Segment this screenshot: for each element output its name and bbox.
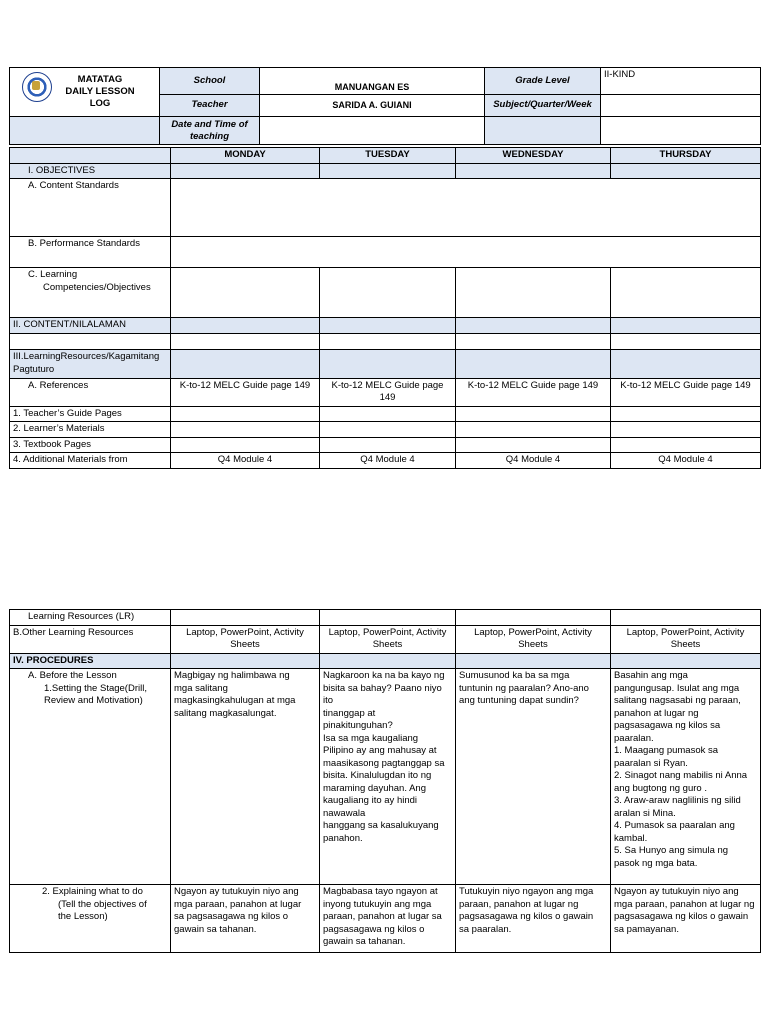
content-standards-value — [171, 179, 761, 237]
teacher-label: Teacher — [160, 95, 260, 117]
procedures-table — [9, 609, 761, 953]
date-spacer-2 — [601, 117, 761, 145]
other-resources-thursday: Laptop, PowerPoint, Activity Sheets — [611, 625, 761, 653]
before-lesson-monday: Magbigay ng halimbawa ng mga salitang magkasingkahulugan at mga salitang magkasalungat. — [171, 669, 320, 885]
subject-label: Subject/Quarter/Week — [485, 95, 601, 117]
references-label: A. References — [10, 378, 171, 406]
date-spacer — [485, 117, 601, 145]
title-spacer — [10, 117, 160, 145]
explaining-monday: Ngayon ay tutukuyin niyo ang mga paraan, panahon at lugar sa pagsasagawa ng kilos o gawain sa tahanan. — [171, 885, 320, 953]
additional-wednesday: Q4 Module 4 — [456, 453, 611, 469]
references-monday: K-to-12 MELC Guide page 149 — [171, 378, 320, 406]
other-resources-wednesday: Laptop, PowerPoint, Activity Sheets — [456, 625, 611, 653]
before-lesson-thursday: Basahin ang mga pangungusap. Isulat ang mga salitang nagsasabi ng paraan, panahon at lugar ng pagsasagawa ng kilos sa paaralan. 1. Maagang pumasok sa paaralan si Ryan. 2. Sinagot nang mabilis ni Anna ang bugtong ng guro . 3. Araw-araw naglilinis ng silid aralan si Mina. 4. Pumasok sa paaralan ang kambal. 5. Sa Hunyo ang simula ng pasok ng mga bata. — [611, 669, 761, 885]
before-lesson-tuesday: Nagkaroon ka na ba kayo ng bisita sa bahay? Paano niyo ito tinanggap at pinakitunguhan? Isa sa mga kaugaliang Pilipino ay ang mahusay at maasikasong pagtanggap sa bisita. Kinalulugdan ito ng maraming dayuhan. Ang kaugaliang ito ay hindi nawawala hanggang sa kasalukuyang panahon. — [320, 669, 456, 885]
grade-label: Grade Level — [485, 68, 601, 95]
teachers-guide-label: 1. Teacher’s Guide Pages — [10, 406, 171, 422]
performance-standards-label: B. Performance Standards — [10, 237, 171, 268]
day-monday: MONDAY — [171, 148, 320, 164]
before-lesson-wednesday: Sumusunod ka ba sa mga tuntunin ng paaralan? Ano-ano ang tuntuning dapat sundin? — [456, 669, 611, 885]
date-value — [260, 117, 485, 145]
other-resources-tuesday: Laptop, PowerPoint, Activity Sheets — [320, 625, 456, 653]
other-resources-label: B.Other Learning Resources — [10, 625, 171, 653]
additional-monday: Q4 Module 4 — [171, 453, 320, 469]
day-tuesday: TUESDAY — [320, 148, 456, 164]
school-value: MANUANGAN ES — [260, 68, 485, 95]
lr-label: Learning Resources (LR) — [10, 610, 171, 626]
date-label: Date and Time of teaching — [160, 117, 260, 145]
header-table — [9, 67, 761, 145]
references-tuesday: K-to-12 MELC Guide page 149 — [320, 378, 456, 406]
objectives-title: I. OBJECTIVES — [10, 163, 171, 179]
learners-materials-label: 2. Learner’s Materials — [10, 422, 171, 438]
textbook-pages-label: 3. Textbook Pages — [10, 437, 171, 453]
before-lesson-label: A. Before the Lesson 1.Setting the Stage(Drill, Review and Motivation) — [10, 669, 171, 885]
subject-value — [601, 95, 761, 117]
title-line-3: LOG — [89, 98, 111, 109]
learning-competencies-label: C. Learning Competencies/Objectives — [10, 268, 171, 318]
explaining-label: 2. Explaining what to do (Tell the objectives of the Lesson) — [10, 885, 171, 953]
school-label: School — [160, 68, 260, 95]
other-resources-monday: Laptop, PowerPoint, Activity Sheets — [171, 625, 320, 653]
day-header-blank — [10, 148, 171, 164]
additional-materials-label: 4. Additional Materials from — [10, 453, 171, 469]
teacher-value: SARIDA A. GUIANI — [260, 95, 485, 117]
explaining-thursday: Ngayon ay tutukuyin niyo ang mga paraan, panahon at lugar ng pagsasagawa ng kilos o gawain sa pamayanan. — [611, 885, 761, 953]
procedures-title: IV. PROCEDURES — [10, 653, 171, 669]
content-title: II. CONTENT/NILALAMAN — [10, 318, 171, 334]
explaining-wednesday: Tutukuyin niyo ngayon ang mga paraan, panahon at lugar ng pagsasagawa ng kilos o gawain sa paaralan. — [456, 885, 611, 953]
content-standards-label: A. Content Standards — [10, 179, 171, 237]
explaining-tuesday: Magbabasa tayo ngayon at inyong tutukuyin ang mga paraan, panahon at lugar sa pagsasagawa ng kilos o gawain sa tahanan. — [320, 885, 456, 953]
references-wednesday: K-to-12 MELC Guide page 149 — [456, 378, 611, 406]
main-table — [9, 147, 761, 469]
title-line-1: MATATAG — [77, 74, 123, 85]
grade-value: II-KIND — [601, 68, 761, 95]
deped-seal-icon — [22, 72, 52, 102]
day-thursday: THURSDAY — [611, 148, 761, 164]
resources-title: III.LearningResources/Kagamitang Pagtuturo — [10, 349, 171, 378]
references-thursday: K-to-12 MELC Guide page 149 — [611, 378, 761, 406]
additional-tuesday: Q4 Module 4 — [320, 453, 456, 469]
title-line-2: DAILY LESSON — [65, 86, 135, 97]
additional-thursday: Q4 Module 4 — [611, 453, 761, 469]
title-cell — [10, 68, 160, 117]
performance-standards-value — [171, 237, 761, 268]
day-wednesday: WEDNESDAY — [456, 148, 611, 164]
